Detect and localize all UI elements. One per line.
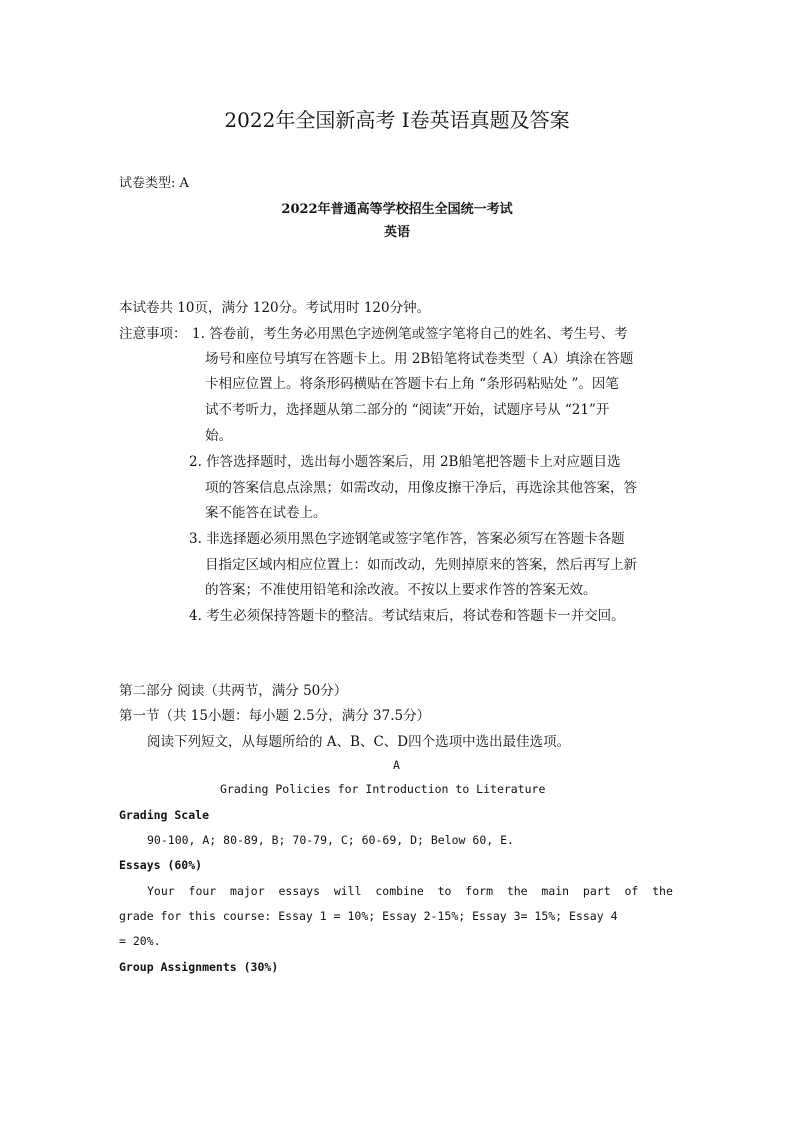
subject-heading: 英语	[383, 225, 410, 240]
note-2-line-1: 2. 作答选择题时，选出每小题答案后，用 2B船笔把答题卡上对应题目选	[189, 454, 621, 470]
group-assignments-heading: Group Assignments (30%)	[119, 960, 279, 974]
grading-scale-heading: Grading Scale	[119, 808, 210, 822]
essays-word: main	[541, 884, 570, 898]
essays-word: Your	[147, 884, 175, 898]
grading-scale-text: 90-100, A; 80-89, B; 70-79, C; 60-69, D; Below 60, E.	[147, 833, 514, 847]
note-1-line-1: 1. 答卷前，考生务必用黑色字迹例笔或签字笔将自己的姓名、考生号、考	[192, 326, 628, 342]
note-3-line-2: 目指定区域内相应位置上：如而改动，先则掉原来的答案，然后再写上新	[205, 557, 637, 573]
note-2-line-3: 案不能答在试卷上。	[205, 505, 327, 521]
part-2-heading: 第二部分 阅读（共两节，满分 50分）	[119, 683, 348, 699]
note-3-line-3: 的答案；不准使用铅笔和涂改液。不按以上要求作答的答案无效。	[205, 582, 597, 598]
essays-paragraph-line-1	[147, 884, 673, 898]
note-1-line-2: 场号和座位号填写在答题卡上。用 2B铅笔将试卷类型（ A）填涂在答题	[205, 351, 634, 367]
essays-word: major	[230, 884, 265, 898]
note-1-line-4: 试不考听力，选择题从第二部分的 “阅读”开始，试题序号从 “21”开	[205, 402, 610, 418]
exam-summary: 本试卷共 10页，满分 120分。考试用时 120分钟。	[119, 300, 431, 316]
paper-type: 试卷类型: A	[119, 176, 189, 191]
essays-word: combine	[375, 884, 424, 898]
document-title: 2022年全国新高考 I卷英语真题及答案	[224, 108, 570, 132]
note-2-line-2: 项的答案信息点涂黑；如需改动，用像皮擦干净后，再选涂其他答案，答	[205, 480, 637, 496]
essays-word: form	[465, 884, 493, 898]
essays-word: part	[582, 884, 611, 898]
section-1-heading: 第一节（共 15小题：每小题 2.5分，满分 37.5分）	[119, 708, 431, 724]
essays-word: the	[652, 884, 673, 898]
note-1-line-3: 卡相应位置上。将条形码横贴在答题卡右上角 “条形码粘贴处 ”。因笔	[205, 376, 619, 392]
essays-word: will	[333, 884, 362, 898]
note-1-line-5: 始。	[205, 428, 232, 444]
essays-word: of	[624, 884, 639, 898]
essays-word: the	[506, 884, 528, 898]
essays-paragraph-line-3: = 20%.	[119, 934, 161, 948]
passage-label: A	[393, 758, 400, 772]
essays-word: four	[188, 884, 217, 898]
essays-paragraph-line-2: grade for this course: Essay 1 = 10%; Essay 2-15%; Essay 3= 15%; Essay 4	[119, 909, 618, 923]
exam-name: 2022年普通高等学校招生全国统一考试	[281, 202, 513, 217]
note-4-line-1: 4. 考生必须保持答题卡的整洁。考试结束后，将试卷和答题卡一并交回。	[189, 608, 625, 624]
essays-word: to	[437, 884, 452, 898]
notes-label: 注意事项：	[119, 326, 187, 342]
note-3-line-1: 3. 非选择题必须用黑色字迹钢笔或签字笔作答，答案必须写在答题卡各题	[189, 531, 625, 547]
passage-title: Grading Policies for Introduction to Literature	[220, 782, 546, 796]
reading-instructions: 阅读下列短文，从每题所给的 A、B、C、D四个选项中选出最佳选项。	[147, 734, 571, 750]
essays-word: essays	[278, 884, 321, 898]
essays-heading: Essays (60%)	[119, 858, 203, 872]
